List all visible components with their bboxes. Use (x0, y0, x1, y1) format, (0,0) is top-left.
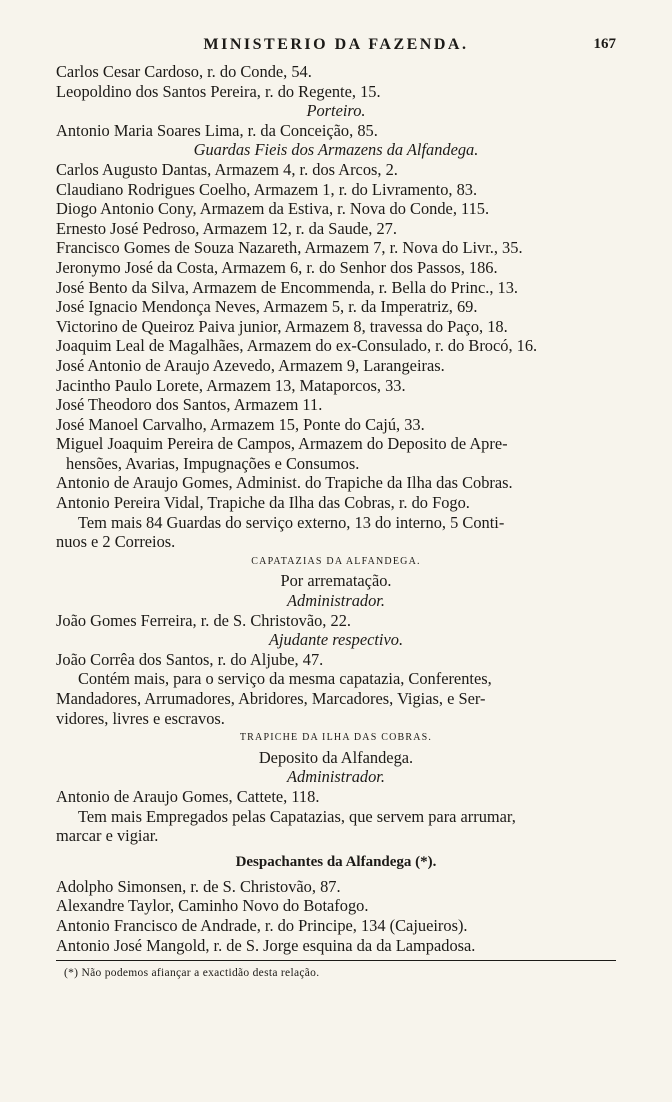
paragraph-line: Tem mais Empregados pelas Capatazias, que servem para arrumar, (78, 806, 516, 826)
entry-line: Antonio de Araujo Gomes, Cattete, 118. (56, 786, 320, 806)
entry-line: José Antonio de Araujo Azevedo, Armazem 9, Larangeiras. (56, 355, 445, 375)
section-subheading: Por arrematação. (280, 571, 392, 591)
entry-line: Antonio José Mangold, r. de S. Jorge esquina da da Lampadosa. (56, 935, 476, 955)
entry-line: Alexandre Taylor, Caminho Novo do Botafogo. (56, 896, 369, 916)
entry-line: João Corrêa dos Santos, r. do Aljube, 47. (56, 649, 324, 669)
paragraph-line: Contém mais, para o serviço da mesma capatazia, Conferentes, (78, 669, 492, 689)
section-subheading: Ajudante respectivo. (268, 630, 404, 650)
entry-line: Jeronymo José da Costa, Armazem 6, r. do Senhor dos Passos, 186. (56, 257, 498, 277)
page-header (56, 36, 616, 58)
section-heading: Despachantes da Alfandega (*). (235, 853, 437, 870)
entry-line: José Ignacio Mendonça Neves, Armazem 5, r. da Imperatriz, 69. (56, 297, 478, 317)
entry-line: Carlos Augusto Dantas, Armazem 4, r. dos Arcos, 2. (56, 159, 398, 179)
footnote-rule (56, 960, 616, 961)
footnote: (*) Não podemos afiançar a exactidão desta relação. (64, 967, 320, 980)
page-number: 167 (593, 36, 616, 52)
entry-line: Leopoldino dos Santos Pereira, r. do Regente, 15. (56, 81, 381, 101)
page-body (56, 62, 616, 982)
entry-line: Victorino de Queiroz Paiva junior, Armazem 8, travessa do Paço, 18. (56, 316, 508, 336)
entry-line: Antonio Francisco de Andrade, r. do Principe, 134 (Cajueiros). (56, 915, 468, 935)
entry-line: Jacintho Paulo Lorete, Armazem 13, Mataporcos, 33. (56, 375, 406, 395)
section-subheading: Deposito da Alfandega. (258, 747, 414, 767)
entry-line: José Theodoro dos Santos, Armazem 11. (56, 395, 323, 415)
paragraph-line: Mandadores, Arrumadores, Abridores, Marcadores, Vigias, e Ser- (56, 689, 486, 708)
section-subheading: Administrador. (287, 767, 385, 787)
section-heading: TRAPICHE DA ILHA DAS COBRAS. (239, 732, 433, 744)
paragraph-line: marcar e vigiar. (56, 826, 159, 846)
section-subheading: Administrador. (287, 591, 385, 611)
entry-line: Miguel Joaquim Pereira de Campos, Armazem do Deposito de Apre- (56, 434, 508, 454)
entry-line: Joaquim Leal de Magalhães, Armazem do ex-Consulado, r. do Brocó, 16. (56, 336, 538, 356)
entry-line: Antonio Pereira Vidal, Trapiche da Ilha das Cobras, r. do Fogo. (56, 493, 470, 513)
entry-line: José Bento da Silva, Armazem de Encommenda, r. Bella do Princ., 13. (56, 277, 519, 297)
entry-line: João Gomes Ferreira, r. de S. Christovão, 22. (56, 610, 351, 630)
entry-line: Francisco Gomes de Souza Nazareth, Armazem 7, r. Nova do Livr., 35. (56, 238, 523, 258)
entry-line: Claudiano Rodrigues Coelho, Armazem 1, r. do Livramento, 83. (56, 179, 478, 199)
entry-line: Antonio Maria Soares Lima, r. da Conceição, 85. (56, 120, 378, 140)
paragraph-line: vidores, livres e escravos. (56, 708, 225, 728)
entry-line: Diogo Antonio Cony, Armazem da Estiva, r. Nova do Conde, 115. (56, 199, 490, 219)
entry-continuation: hensões, Avarias, Impugnações e Consumos. (66, 453, 360, 473)
paragraph-line: nuos e 2 Correios. (56, 532, 176, 552)
entry-line: Ernesto José Pedroso, Armazem 12, r. da Saude, 27. (56, 218, 397, 238)
entry-line: Carlos Cesar Cardoso, r. do Conde, 54. (56, 62, 312, 81)
running-title: MINISTERIO DA FAZENDA. (203, 36, 469, 53)
entry-line: Antonio de Araujo Gomes, Administ. do Trapiche da Ilha das Cobras. (56, 473, 513, 493)
section-heading: CAPATAZIAS DA ALFANDEGA. (251, 555, 421, 567)
section-subheading: Guardas Fieis dos Armazens da Alfandega. (193, 140, 479, 160)
entry-line: Adolpho Simonsen, r. de S. Christovão, 87. (56, 876, 341, 896)
paragraph-line: Tem mais 84 Guardas do serviço externo, 13 do interno, 5 Conti- (78, 512, 505, 532)
entry-line: José Manoel Carvalho, Armazem 15, Ponte do Cajú, 33. (56, 414, 425, 434)
section-subheading: Porteiro. (306, 101, 366, 121)
